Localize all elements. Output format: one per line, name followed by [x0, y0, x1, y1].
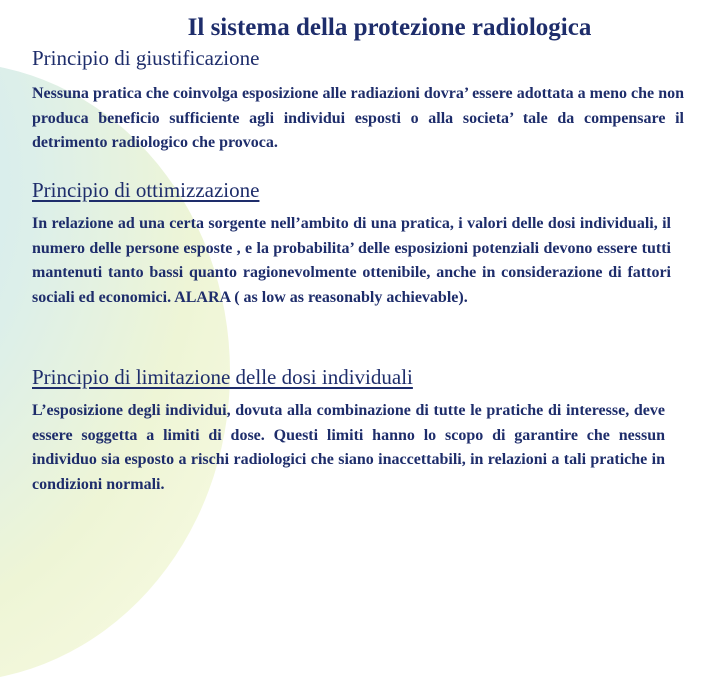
paragraph-ottimizzazione: In relazione ad una certa sorgente nell’ambito di una pratica, i valori delle dosi individuali, il numero delle persone esposte , e la probabilita’ delle esposizioni potenziali devono essere tutti mantenuti tanto bassi quanto ragionevolmente ottenibile, anche in considerazione di fattori sociali ed economici. ALARA ( as low as reasonably achievable). [32, 215, 671, 306]
heading-ottimizzazione: Principio di ottimizzazione [32, 178, 260, 202]
paragraph-limitazione: L’esposizione degli individui, dovuta alla combinazione di tutte le pratiche di interesse, deve essere soggetta a limiti di dose. Questi limiti hanno lo scopo di garantire che nessun individuo sia esposto a rischi radiologici che siano inaccettabili, in relazioni a tali pratiche in condizioni normali. [32, 402, 665, 493]
heading-limitazione: Principio di limitazione delle dosi individuali [32, 365, 413, 389]
paragraph-giustificazione: Nessuna pratica che coinvolga esposizione alle radiazioni dovra’ essere adottata a meno che non produca beneficio sufficiente agli individui esposti o alla societa’ tale da compensare il detrimento radiologico che provoca. [32, 85, 684, 151]
heading-giustificazione: Principio di giustificazione [32, 46, 260, 70]
slide-title: Il sistema della protezione radiologica [187, 14, 592, 41]
